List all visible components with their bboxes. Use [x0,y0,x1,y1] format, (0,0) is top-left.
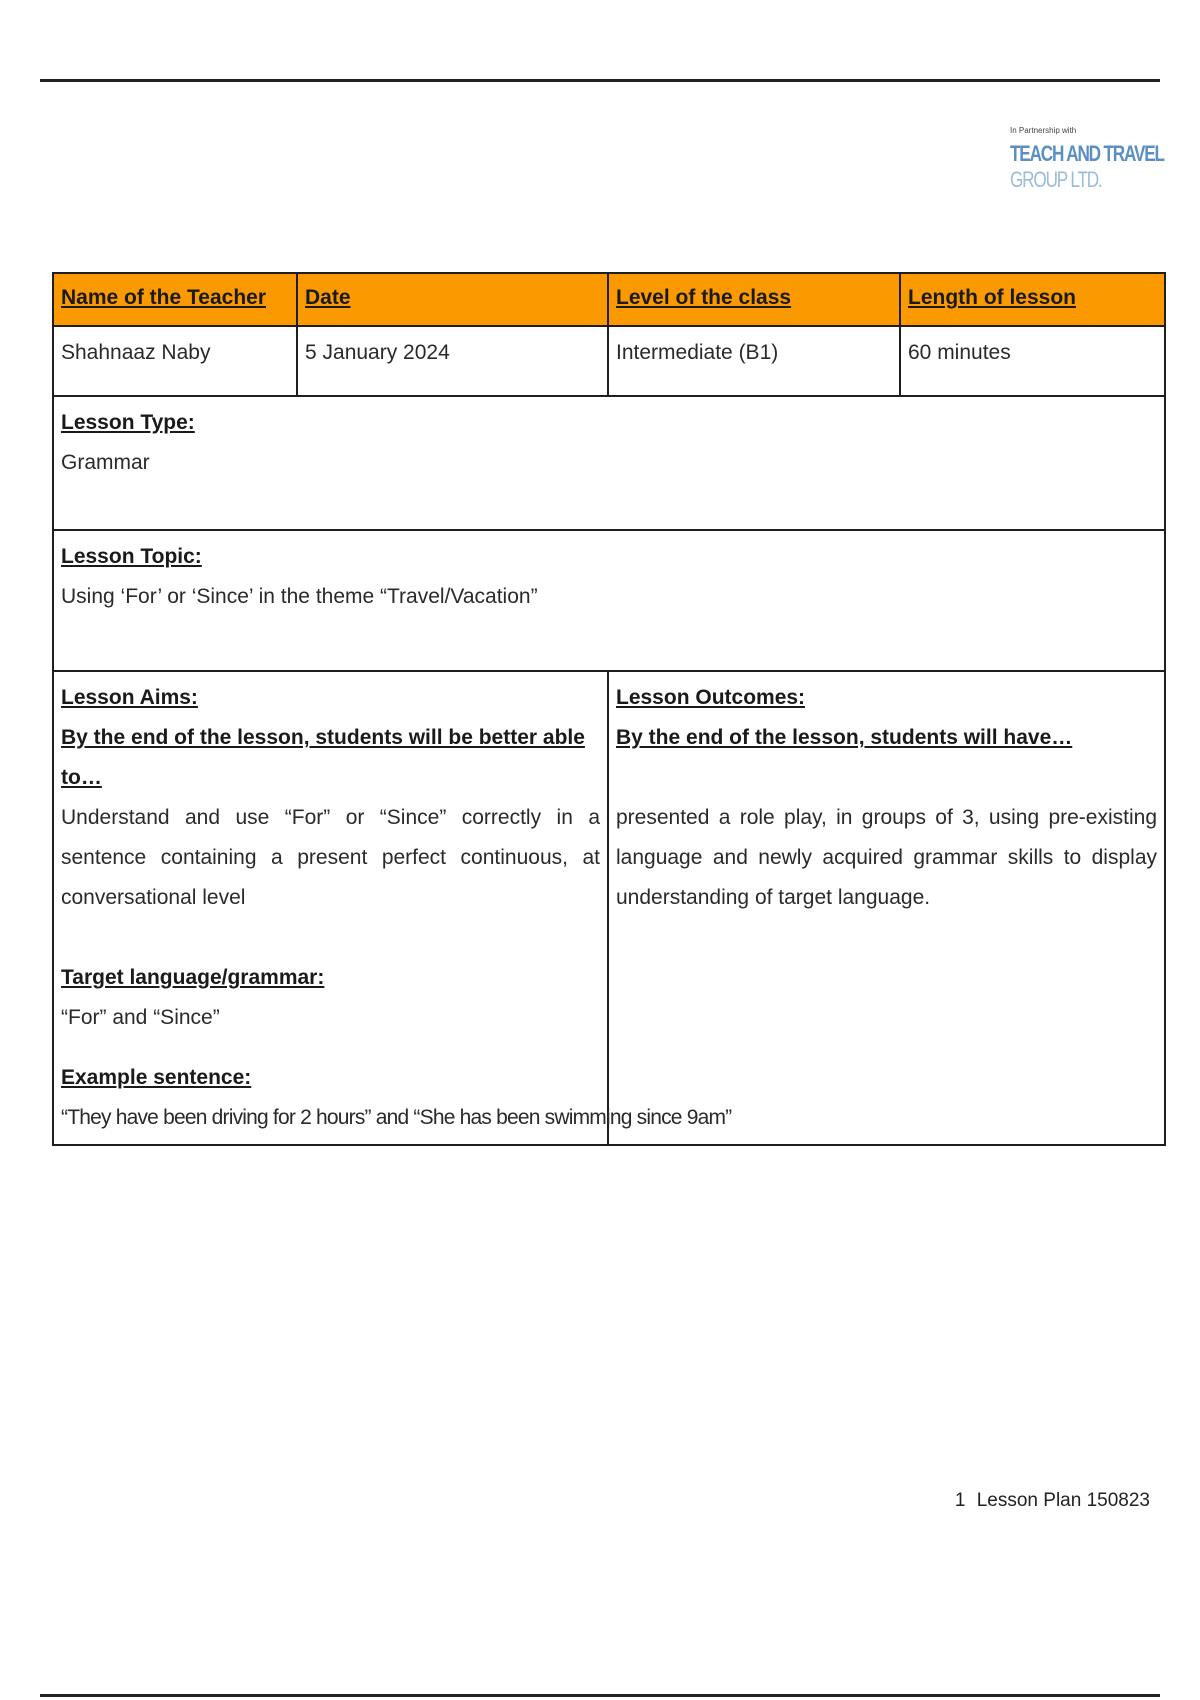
aims-spacer [61,918,600,958]
lesson-outcomes-cell [608,671,1165,1145]
lesson-plan-table [52,272,1166,1146]
logo-line1: TEACH AND TRAVEL [1010,141,1164,166]
lesson-topic-row [53,530,1165,671]
teacher-name-header: Name of the Teacher [53,273,297,326]
page-number: 1 [954,1490,966,1511]
lesson-type-label: Lesson Type: [61,411,195,434]
class-level-header: Level of the class [608,273,900,326]
lesson-type-value: Grammar [61,451,150,474]
example-sentence-value: “They have been driving for 2 hours” and “She has been swimming since 9am” [61,1106,732,1129]
date-header: Date [297,273,608,326]
lesson-plan-header-row [53,273,1165,326]
target-spacer [61,1038,600,1058]
bottom-rule [40,1694,1160,1697]
target-language-value: “For” and “Since” [61,1006,220,1029]
teacher-name-value: Shahnaaz Naby [53,326,297,396]
lesson-plan-details-row [53,326,1165,396]
lesson-outcomes-text: presented a role play, in groups of 3, using pre-existing language and newly acquired grammar skills to display understanding of target language. [616,806,1157,909]
lesson-length-value: 60 minutes [900,326,1165,396]
page-footer [949,1490,1150,1512]
lesson-topic-label: Lesson Topic: [61,545,202,568]
lesson-aims-label: Lesson Aims: [61,686,198,709]
top-rule [40,79,1160,82]
teach-and-travel-logo [1010,126,1164,226]
aims-outcomes-row [53,671,1165,1145]
target-language-label: Target language/grammar: [61,966,325,989]
class-level-value: Intermediate (B1) [608,326,900,396]
lesson-type-cell [53,396,1165,530]
lesson-aims-subtitle: By the end of the lesson, students will be better able to… [61,726,585,789]
lesson-outcomes-subtitle: By the end of the lesson, students will have… [616,726,1073,749]
lesson-outcomes-label: Lesson Outcomes: [616,686,806,709]
lesson-length-header: Length of lesson [900,273,1165,326]
lesson-aims-text: Understand and use “For” or “Since” correctly in a sentence containing a present perfect continuous, at conversational level [61,806,600,909]
outcomes-spacer [616,758,1157,798]
lesson-type-row [53,396,1165,530]
lesson-topic-value: Using ‘For’ or ‘Since’ in the theme “Travel/Vacation” [61,585,538,608]
date-value: 5 January 2024 [297,326,608,396]
example-sentence-label: Example sentence: [61,1066,252,1089]
lesson-topic-cell [53,530,1165,671]
document-name: Lesson Plan 150823 [976,1490,1150,1511]
logo-partner-text: In Partnership with [1010,126,1077,135]
logo-line2: GROUP LTD. [1010,167,1102,192]
